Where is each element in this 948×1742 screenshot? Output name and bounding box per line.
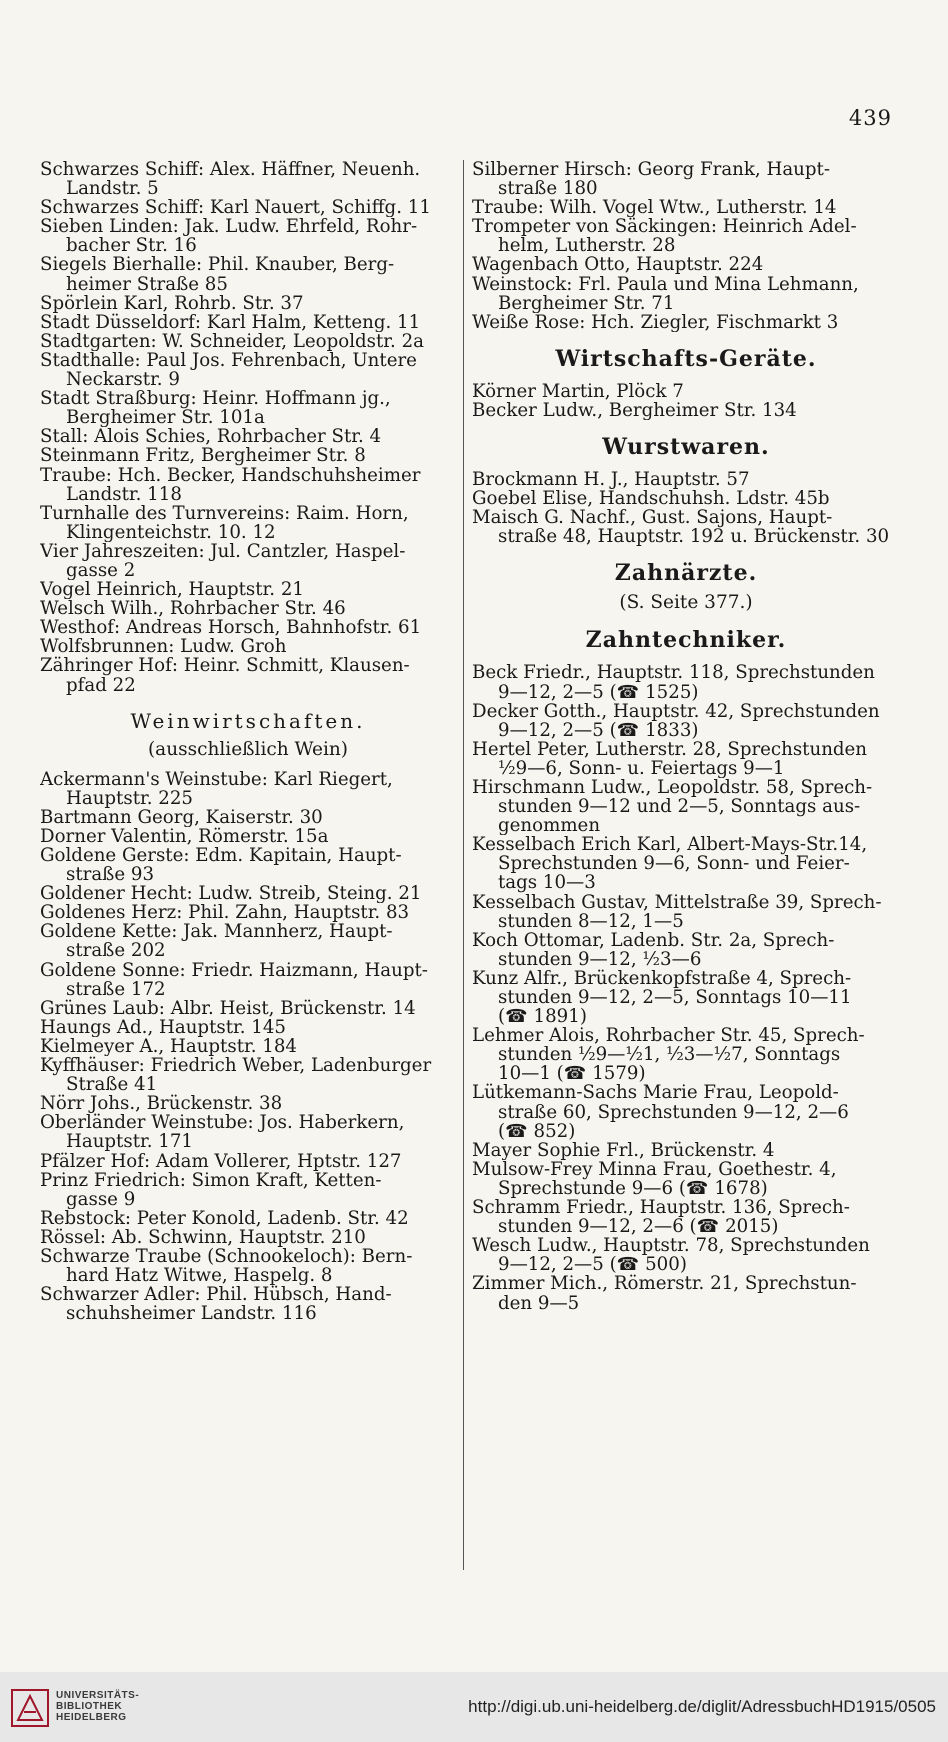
section-subtitle-wein: (ausschließlich Wein) xyxy=(147,738,349,760)
entry-line: Brockmann H. J., Hauptstr. 57 xyxy=(472,470,750,490)
directory-entry xyxy=(40,1056,456,1094)
entry-continuation-line: hard Hatz Witwe, Haspelg. 8 xyxy=(66,1265,333,1286)
entry-line: Stadtgarten: W. Schneider, Leopoldstr. 2a xyxy=(40,331,424,351)
entry-line: Körner Martin, Plöck 7 xyxy=(472,381,684,401)
entry-continuation-line: Sprechstunde 9—6 (☎ 1678) xyxy=(498,1177,768,1199)
entry-continuation-line: Bergheimer Str. 101a xyxy=(66,407,265,428)
entry-line: Schwarze Traube (Schnookeloch): Bern- xyxy=(40,1246,413,1267)
entry-line: Goldene Sonne: Friedr. Haizmann, Haupt- xyxy=(40,960,428,981)
directory-entry xyxy=(40,656,456,694)
directory-entry xyxy=(40,1094,456,1113)
entry-line: Stadt Düsseldorf: Karl Halm, Ketteng. 11 xyxy=(40,312,421,332)
library-name-line1: UNIVERSITÄTS- xyxy=(56,1690,140,1701)
entry-line: Goldene Kette: Jak. Mannherz, Haupt- xyxy=(40,922,393,943)
page-number: 439 xyxy=(848,106,892,130)
entry-continuation-line: (☎ 852) xyxy=(498,1120,576,1141)
entry-line: Sieben Linden: Jak. Ludw. Ehrfeld, Rohr- xyxy=(40,217,418,238)
directory-entry xyxy=(472,740,900,778)
entry-continuation-line: stunden 8—12, 1—5 xyxy=(498,910,684,931)
entry-line: Haungs Ad., Hauptstr. 145 xyxy=(40,1017,286,1037)
directory-entry xyxy=(40,999,456,1018)
directory-entry xyxy=(472,1236,900,1274)
section-title-wurstwaren: Wurstwaren. xyxy=(602,434,770,461)
entry-continuation-line: straße 60, Sprechstunden 9—12, 2—6 xyxy=(498,1101,849,1123)
directory-entry xyxy=(40,1113,456,1151)
right-column xyxy=(472,160,900,1313)
directory-entry xyxy=(40,1018,456,1037)
entry-line: Schwarzes Schiff: Karl Nauert, Schiffg. 11 xyxy=(40,198,431,218)
entry-continuation-line: Sprechstunden 9—6, Sonn- und Feier- xyxy=(498,853,850,875)
entry-line: Hirschmann Ludw., Leopoldstr. 58, Sprech- xyxy=(472,777,873,798)
section-title-weinwirtschaften: Weinwirtschaften. xyxy=(130,708,366,733)
entry-continuation-line: 9—12, 2—5 (☎ 500) xyxy=(498,1254,687,1275)
left-column xyxy=(40,160,456,1323)
entry-continuation-line: stunden ½9—½1, ½3—½7, Sonntags xyxy=(498,1044,841,1066)
directory-entry xyxy=(472,217,900,255)
entry-line: Oberländer Weinstube: Jos. Haberkern, xyxy=(40,1113,405,1134)
directory-entry xyxy=(472,160,900,198)
entry-line: Stadt Straßburg: Heinr. Hoffmann jg., xyxy=(40,389,391,410)
entry-line: Decker Gotth., Hauptstr. 42, Sprechstunden xyxy=(472,701,880,722)
directory-entry xyxy=(472,313,900,332)
directory-entry xyxy=(40,961,456,999)
library-name xyxy=(56,1690,139,1723)
entry-line: Kielmeyer A., Hauptstr. 184 xyxy=(40,1036,297,1057)
directory-entry xyxy=(40,1285,456,1323)
entry-continuation-line: Bergheimer Str. 71 xyxy=(498,292,675,313)
entry-line: Koch Ottomar, Ladenb. Str. 2a, Sprech- xyxy=(472,930,835,951)
entry-continuation-line: stunden 9—12, 2—6 (☎ 2015) xyxy=(498,1216,779,1237)
entry-line: Schramm Friedr., Hauptstr. 136, Sprech- xyxy=(472,1198,850,1219)
entry-continuation-line: heimer Straße 85 xyxy=(66,273,228,294)
library-name-line3: HEIDELBERG xyxy=(56,1712,127,1723)
directory-entry xyxy=(40,599,456,618)
entry-line: Hertel Peter, Lutherstr. 28, Sprechstunden xyxy=(472,739,868,760)
entry-line: Mulsow-Frey Minna Frau, Goethestr. 4, xyxy=(472,1159,837,1180)
directory-entry xyxy=(472,470,900,489)
entry-line: Zähringer Hof: Heinr. Schmitt, Klausen- xyxy=(40,656,410,677)
entry-line: Goldene Gerste: Edm. Kapitain, Haupt- xyxy=(40,846,402,866)
entry-line: Traube: Wilh. Vogel Wtw., Lutherstr. 14 xyxy=(472,198,837,218)
directory-entry xyxy=(472,489,900,508)
directory-entry xyxy=(40,1152,456,1171)
entry-line: Vier Jahreszeiten: Jul. Cantzler, Haspel- xyxy=(40,541,406,562)
directory-entry xyxy=(472,835,900,892)
entry-continuation-line: bacher Str. 16 xyxy=(66,235,197,256)
entry-continuation-line: straße 93 xyxy=(66,864,155,885)
directory-entry xyxy=(472,969,900,1026)
directory-entry xyxy=(472,382,900,401)
entry-line: Wolfsbrunnen: Ludw. Groh xyxy=(40,637,287,657)
directory-entry xyxy=(40,1171,456,1209)
entry-line: Steinmann Fritz, Bergheimer Str. 8 xyxy=(40,446,366,466)
directory-entry xyxy=(40,637,456,656)
entry-line: Nörr Johs., Brückenstr. 38 xyxy=(40,1094,283,1114)
entry-line: Welsch Wilh., Rohrbacher Str. 46 xyxy=(40,599,346,619)
entry-line: Wagenbach Otto, Hauptstr. 224 xyxy=(472,255,764,275)
entry-line: Stall: Alois Schies, Rohrbacher Str. 4 xyxy=(40,427,382,447)
column-divider xyxy=(463,160,464,1570)
entry-line: Lütkemann-Sachs Marie Frau, Leopold- xyxy=(472,1083,839,1104)
entry-line: Trompeter von Säckingen: Heinrich Adel- xyxy=(472,217,857,238)
entry-continuation-line: Landstr. 5 xyxy=(66,178,159,199)
directory-entry xyxy=(40,1209,456,1228)
entry-continuation-line: genommen xyxy=(498,815,601,836)
entry-continuation-line: Klingenteichstr. 10. 12 xyxy=(66,521,276,542)
directory-entry xyxy=(40,504,456,542)
directory-entry xyxy=(40,770,456,808)
directory-entry xyxy=(472,1026,900,1083)
entry-line: Schwarzes Schiff: Alex. Häffner, Neuenh. xyxy=(40,160,421,180)
entry-line: Kyffhäuser: Friedrich Weber, Ladenburger xyxy=(40,1056,432,1077)
entry-line: Schwarzer Adler: Phil. Hübsch, Hand- xyxy=(40,1285,392,1306)
entry-line: Spörlein Karl, Rohrb. Str. 37 xyxy=(40,293,304,313)
directory-entry xyxy=(40,198,456,217)
directory-entry xyxy=(40,255,456,293)
directory-entry xyxy=(472,931,900,969)
entry-continuation-line: straße 48, Hauptstr. 192 u. Brückenstr. 30 xyxy=(498,526,890,547)
entry-line: Maisch G. Nachf., Gust. Sajons, Haupt- xyxy=(472,508,833,529)
entry-line: Kunz Alfr., Brückenkopfstraße 4, Sprech- xyxy=(472,968,852,989)
entry-continuation-line: Landstr. 118 xyxy=(66,483,182,504)
directory-entry xyxy=(472,1160,900,1198)
entry-line: Silberner Hirsch: Georg Frank, Haupt- xyxy=(472,160,830,180)
entry-line: Zimmer Mich., Römerstr. 21, Sprechstun- xyxy=(472,1274,857,1295)
directory-entry xyxy=(40,618,456,637)
entry-line: Bartmann Georg, Kaiserstr. 30 xyxy=(40,807,323,827)
entry-continuation-line: (☎ 1891) xyxy=(498,1006,587,1027)
entry-continuation-line: Straße 41 xyxy=(66,1074,158,1095)
footer-bar xyxy=(0,1672,948,1742)
directory-entry xyxy=(40,884,456,903)
entry-continuation-line: 10—1 (☎ 1579) xyxy=(498,1063,646,1084)
entry-continuation-line: Hauptstr. 225 xyxy=(66,787,193,808)
entry-line: Goldener Hecht: Ludw. Streib, Steing. 21 xyxy=(40,884,422,904)
directory-entry xyxy=(40,580,456,599)
left-entries-wine-bars xyxy=(40,770,456,1324)
directory-entry xyxy=(40,808,456,827)
entry-continuation-line: Hauptstr. 171 xyxy=(66,1131,193,1152)
right-entries-equipment xyxy=(472,382,900,420)
directory-entry xyxy=(472,1141,900,1160)
entry-line: Pfälzer Hof: Adam Vollerer, Hptstr. 127 xyxy=(40,1151,402,1171)
directory-entry xyxy=(40,160,456,198)
entry-line: Grünes Laub: Albr. Heist, Brückenstr. 14 xyxy=(40,998,416,1018)
entry-line: Turnhalle des Turnvereins: Raim. Horn, xyxy=(40,503,409,524)
directory-entry xyxy=(40,827,456,846)
entry-line: Kesselbach Erich Karl, Albert-Mays-Str.14, xyxy=(472,835,868,856)
entry-line: Westhof: Andreas Horsch, Bahnhofstr. 61 xyxy=(40,618,422,638)
entry-continuation-line: Neckarstr. 9 xyxy=(66,369,180,390)
directory-entry xyxy=(472,275,900,313)
entry-continuation-line: ½9—6, Sonn- u. Feiertags 9—1 xyxy=(498,757,785,778)
entry-continuation-line: 9—12, 2—5 (☎ 1525) xyxy=(498,681,699,702)
directory-entry xyxy=(40,446,456,465)
entry-line: Goldenes Herz: Phil. Zahn, Hauptstr. 83 xyxy=(40,903,410,923)
entry-line: Vogel Heinrich, Hauptstr. 21 xyxy=(40,580,304,600)
entry-line: Siegels Bierhalle: Phil. Knauber, Berg- xyxy=(40,255,395,276)
left-entries-inns xyxy=(40,160,456,695)
section-title-wirtschafts-geraete: Wirtschafts-Geräte. xyxy=(555,345,817,372)
entry-continuation-line: gasse 2 xyxy=(66,559,136,581)
entry-line: Weiße Rose: Hch. Ziegler, Fischmarkt 3 xyxy=(472,312,839,332)
directory-entry xyxy=(472,702,900,740)
directory-entry xyxy=(40,313,456,332)
directory-entry xyxy=(40,294,456,313)
directory-entry xyxy=(472,1198,900,1236)
entry-line: Lehmer Alois, Rohrbacher Str. 45, Sprech- xyxy=(472,1026,865,1047)
entry-continuation-line: tags 10—3 xyxy=(498,872,596,893)
directory-entry xyxy=(40,1228,456,1247)
entry-line: Beck Friedr., Hauptstr. 118, Sprechstunden xyxy=(472,663,875,684)
entry-continuation-line: straße 172 xyxy=(66,978,166,999)
entry-continuation-line: straße 202 xyxy=(66,940,166,961)
entry-line: Wesch Ludw., Hauptstr. 78, Sprechstunden xyxy=(472,1236,870,1257)
source-url-link[interactable]: http://digi.ub.uni-heidelberg.de/diglit/AdressbuchHD1915/0505 xyxy=(468,1697,936,1716)
directory-entry xyxy=(472,508,900,546)
directory-entry xyxy=(40,1037,456,1056)
entry-continuation-line: helm, Lutherstr. 28 xyxy=(498,235,676,256)
entry-line: Rebstock: Peter Konold, Ladenb. Str. 42 xyxy=(40,1208,409,1228)
directory-entry xyxy=(472,893,900,931)
section-title-zahnaerzte: Zahnärzte. xyxy=(614,560,758,587)
entry-line: Rössel: Ab. Schwinn, Hauptstr. 210 xyxy=(40,1227,366,1247)
directory-entry xyxy=(472,255,900,274)
directory-entry xyxy=(40,427,456,446)
directory-entry xyxy=(40,466,456,504)
entry-line: Becker Ludw., Bergheimer Str. 134 xyxy=(472,400,797,421)
directory-entry xyxy=(40,1247,456,1285)
section-title-zahntechniker: Zahntechniker. xyxy=(585,627,787,654)
entry-continuation-line: straße 180 xyxy=(498,178,598,199)
entry-line: Dorner Valentin, Römerstr. 15a xyxy=(40,826,329,846)
directory-entry xyxy=(40,922,456,960)
entry-line: Stadthalle: Paul Jos. Fehrenbach, Untere xyxy=(40,350,417,371)
entry-line: Ackermann's Weinstube: Karl Riegert, xyxy=(40,769,393,790)
directory-entry xyxy=(40,332,456,351)
entry-continuation-line: den 9—5 xyxy=(498,1292,580,1313)
right-entries-sausages xyxy=(472,470,900,546)
entry-line: Weinstock: Frl. Paula und Mina Lehmann, xyxy=(472,274,859,295)
directory-entry xyxy=(40,217,456,255)
directory-entry xyxy=(40,846,456,884)
entry-line: Traube: Hch. Becker, Handschuhsheimer xyxy=(40,465,421,486)
directory-entry xyxy=(472,401,900,420)
directory-entry xyxy=(40,542,456,580)
right-entries-inns xyxy=(472,160,900,332)
directory-entry xyxy=(472,778,900,835)
directory-entry xyxy=(472,663,900,701)
entry-line: Prinz Friedrich: Simon Kraft, Ketten- xyxy=(40,1170,382,1191)
section-subtitle-seite: (S. Seite 377.) xyxy=(619,592,753,614)
directory-entry xyxy=(40,351,456,389)
directory-entry xyxy=(472,198,900,217)
entry-continuation-line: gasse 9 xyxy=(66,1188,136,1209)
entry-continuation-line: schuhsheimer Landstr. 116 xyxy=(66,1303,317,1324)
directory-entry xyxy=(40,389,456,427)
directory-entry xyxy=(40,903,456,922)
entry-line: Mayer Sophie Frl., Brückenstr. 4 xyxy=(472,1140,775,1160)
university-library-logo-icon xyxy=(10,1688,50,1728)
entry-continuation-line: stunden 9—12, 2—5, Sonntags 10—11 xyxy=(498,987,852,1008)
entry-continuation-line: stunden 9—12, ½3—6 xyxy=(498,948,702,969)
entry-continuation-line: stunden 9—12 und 2—5, Sonntags aus- xyxy=(498,796,861,818)
entry-continuation-line: 9—12, 2—5 (☎ 1833) xyxy=(498,719,699,740)
directory-entry xyxy=(472,1274,900,1312)
entry-continuation-line: pfad 22 xyxy=(66,674,136,695)
entry-line: Goebel Elise, Handschuhsh. Ldstr. 45b xyxy=(472,489,830,509)
library-name-line2: BIBLIOTHEK xyxy=(56,1701,123,1712)
entry-line: Kesselbach Gustav, Mittelstraße 39, Sprech- xyxy=(472,892,882,913)
directory-entry xyxy=(472,1083,900,1140)
right-entries-dental-technicians xyxy=(472,663,900,1312)
